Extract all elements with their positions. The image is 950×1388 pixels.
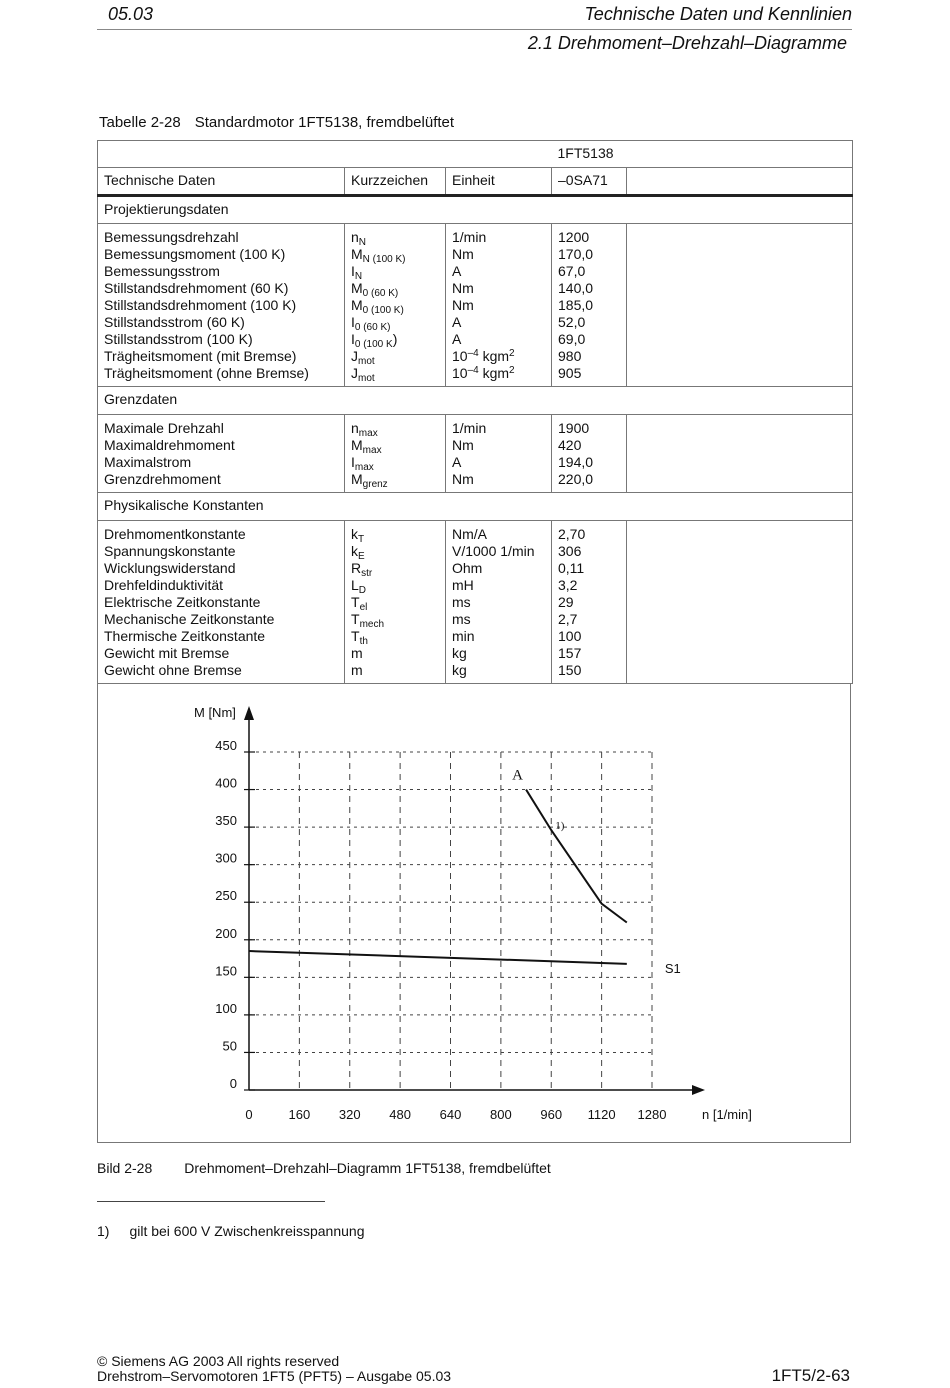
param-unit — [452, 314, 545, 331]
param-unit — [452, 263, 545, 280]
param-unit — [452, 526, 545, 543]
unit-base: kg — [452, 662, 467, 678]
symbol-base: k — [351, 526, 358, 542]
param-unit — [452, 420, 545, 437]
param-value: 69,0 — [558, 331, 586, 347]
symbol-subscript: 0 (60 K) — [354, 322, 391, 333]
symbol-subscript: el — [359, 602, 368, 613]
param-name: Elektrische Zeitkonstante — [104, 594, 261, 610]
symbol-base: L — [351, 577, 359, 593]
param-value: 980 — [558, 348, 582, 364]
param-value: 150 — [558, 662, 582, 678]
param-units — [446, 521, 552, 684]
param-unit — [452, 280, 545, 297]
unit-tail: kgm — [478, 365, 510, 381]
x-tick-label: 0 — [245, 1107, 253, 1122]
param-symbol — [351, 543, 439, 560]
param-name: Spannungskonstante — [104, 543, 236, 559]
param-name: Stillstandsstrom (100 K) — [104, 331, 253, 347]
header-section: 2.1 Drehmoment–Drehzahl–Diagramme — [527, 33, 847, 53]
param-symbol — [351, 560, 439, 577]
param-unit — [452, 365, 545, 382]
torque-speed-chart — [98, 684, 850, 1142]
symbol-base: n — [351, 420, 359, 436]
param-name: Drehmomentkonstante — [104, 526, 246, 542]
footnote-text: gilt bei 600 V Zwischenkreisspannung — [129, 1223, 365, 1239]
param-symbols — [345, 224, 446, 387]
footnote-rule — [97, 1201, 325, 1202]
param-symbol — [351, 280, 439, 297]
param-unit — [452, 471, 545, 488]
unit-base: Ohm — [452, 560, 483, 576]
unit-base: A — [452, 454, 462, 470]
symbol-subscript: max — [362, 445, 382, 456]
param-unit — [452, 246, 545, 263]
symbol-base: J — [351, 348, 358, 364]
param-unit — [452, 628, 545, 645]
symbol-base: T — [351, 594, 360, 610]
symbol-base: I — [351, 454, 355, 470]
symbol-subscript: N — [358, 237, 367, 248]
param-unit — [452, 229, 545, 246]
symbol-subscript: th — [359, 636, 368, 647]
y-tick-label: 150 — [215, 963, 237, 979]
y-axis-label: M [Nm] — [194, 705, 236, 720]
param-names — [98, 224, 345, 387]
footnote-marker: 1) — [555, 820, 565, 833]
param-unit — [452, 560, 545, 577]
motor-type-header: 1FT5138 — [557, 145, 614, 161]
symbol-base: n — [351, 229, 359, 245]
spec-table — [97, 140, 853, 684]
param-value: 140,0 — [558, 280, 594, 296]
param-unit — [452, 331, 545, 348]
symbol-tail: ) — [392, 331, 398, 347]
unit-exponent: 2 — [509, 365, 515, 376]
symbol-base: k — [351, 543, 358, 559]
param-symbol — [351, 645, 439, 662]
group-title: Projektierungsdaten — [98, 196, 853, 224]
symbol-base: M — [351, 280, 363, 296]
param-unit — [452, 577, 545, 594]
unit-base: kg — [452, 645, 467, 661]
unit-base: 10 — [452, 348, 468, 364]
x-tick-label: 960 — [540, 1107, 563, 1122]
unit-base: min — [452, 628, 475, 644]
unit-exponent: 2 — [509, 348, 515, 359]
param-value: 157 — [558, 645, 582, 661]
symbol-base: T — [351, 628, 360, 644]
unit-tail: kgm — [478, 348, 510, 364]
param-symbol — [351, 297, 439, 314]
param-name: Trägheitsmoment (ohne Bremse) — [104, 365, 309, 381]
param-value: 170,0 — [558, 246, 594, 262]
symbol-subscript: max — [358, 428, 378, 439]
param-symbol — [351, 594, 439, 611]
symbol-base: T — [351, 611, 360, 627]
param-symbol — [351, 454, 439, 471]
unit-base: A — [452, 314, 462, 330]
param-unit — [452, 611, 545, 628]
param-symbol — [351, 628, 439, 645]
symbol-base: m — [351, 662, 363, 678]
unit-base: Nm — [452, 297, 474, 313]
param-value: 1900 — [558, 420, 590, 436]
y-axis-arrow — [244, 706, 254, 720]
param-units — [446, 415, 552, 493]
y-tick-label: 350 — [215, 813, 237, 829]
y-tick-label: 400 — [215, 775, 237, 791]
figure-text: Drehmoment–Drehzahl–Diagramm 1FT5138, fremdbelüftet — [184, 1160, 551, 1176]
param-symbol — [351, 437, 439, 454]
param-unit — [452, 348, 545, 365]
group-title: Grenzdaten — [98, 387, 853, 415]
param-names — [98, 521, 345, 684]
param-symbol — [351, 577, 439, 594]
symbol-subscript: grenz — [362, 479, 388, 490]
param-name: Maximale Drehzahl — [104, 420, 224, 436]
figure-number: Bild 2-28 — [97, 1160, 153, 1176]
x-tick-label: 320 — [338, 1107, 361, 1122]
param-value: 0,11 — [558, 560, 585, 576]
footnote — [97, 1223, 364, 1239]
param-name: Gewicht ohne Bremse — [104, 662, 242, 678]
symbol-subscript: 0 (60 K) — [362, 288, 399, 299]
empty-column — [627, 521, 853, 684]
param-unit — [452, 297, 545, 314]
param-value: 1200 — [558, 229, 590, 245]
param-value: 3,2 — [558, 577, 578, 593]
unit-base: 1/min — [452, 420, 487, 436]
header-date: 05.03 — [108, 4, 154, 24]
table-caption — [99, 114, 454, 131]
figure-caption — [97, 1160, 551, 1176]
symbol-base: M — [351, 437, 363, 453]
param-units — [446, 224, 552, 387]
param-name: Stillstandsdrehmoment (60 K) — [104, 280, 289, 296]
param-unit — [452, 454, 545, 471]
param-unit — [452, 662, 545, 679]
footer-copyright: © Siemens AG 2003 All rights reserved — [97, 1353, 340, 1369]
param-name: Stillstandsstrom (60 K) — [104, 314, 245, 330]
y-tick-label: 250 — [215, 888, 237, 904]
unit-base: 1/min — [452, 229, 487, 245]
unit-base: Nm — [452, 280, 474, 296]
table-caption-text: Standardmotor 1FT5138, fremdbelüftet — [194, 114, 455, 131]
param-unit — [452, 594, 545, 611]
page-number: 1FT5/2-63 — [771, 1366, 850, 1385]
series-label-s1: S1 — [664, 960, 681, 976]
x-tick-label: 1280 — [637, 1107, 667, 1122]
symbol-base: J — [351, 365, 358, 381]
chart-frame — [97, 684, 851, 1143]
y-tick-label: 0 — [229, 1076, 237, 1091]
symbol-base: M — [351, 471, 363, 487]
param-unit — [452, 437, 545, 454]
param-value: 905 — [558, 365, 582, 381]
param-symbol — [351, 229, 439, 246]
param-name: Mechanische Zeitkonstante — [104, 611, 275, 627]
param-name: Grenzdrehmoment — [104, 471, 221, 487]
param-name: Trägheitsmoment (mit Bremse) — [104, 348, 297, 364]
symbol-subscript: E — [358, 551, 365, 562]
unit-base: V/1000 1/min — [452, 543, 535, 559]
symbol-subscript: 0 (100 K — [354, 339, 393, 350]
unit-base: ms — [452, 594, 471, 610]
symbol-base: I — [351, 331, 355, 347]
symbol-subscript: N (100 K) — [362, 254, 406, 265]
param-value: 2,70 — [558, 526, 586, 542]
symbol-subscript: mot — [358, 373, 375, 384]
param-unit — [452, 543, 545, 560]
unit-base: Nm — [452, 437, 474, 453]
unit-base: 10 — [452, 365, 468, 381]
y-tick-label: 50 — [222, 1038, 237, 1054]
unit-exponent: –4 — [467, 348, 479, 359]
param-value: 194,0 — [558, 454, 594, 470]
symbol-base: m — [351, 645, 363, 661]
param-symbols — [345, 415, 446, 493]
param-name: Bemessungsdrehzahl — [104, 229, 239, 245]
unit-base: A — [452, 331, 462, 347]
unit-base: ms — [452, 611, 471, 627]
col-header-variant: –0SA71 — [552, 168, 627, 196]
table-row-group — [98, 521, 853, 684]
symbol-base: I — [351, 314, 355, 330]
param-symbol — [351, 365, 439, 382]
symbol-subscript: N — [354, 271, 363, 282]
param-values — [552, 415, 627, 493]
param-name: Thermische Zeitkonstante — [104, 628, 266, 644]
footnote-mark: 1) — [97, 1223, 110, 1239]
symbol-base: R — [351, 560, 362, 576]
unit-base: Nm — [452, 246, 474, 262]
param-symbols — [345, 521, 446, 684]
param-names — [98, 415, 345, 493]
symbol-base: I — [351, 263, 355, 279]
series-line-s1 — [249, 951, 627, 964]
header-rule — [97, 29, 852, 30]
group-title: Physikalische Konstanten — [98, 493, 853, 521]
param-symbol — [351, 662, 439, 679]
empty-column — [627, 224, 853, 387]
param-value: 2,7 — [558, 611, 578, 627]
unit-base: Nm — [452, 471, 474, 487]
table-row-group — [98, 224, 853, 387]
symbol-subscript: str — [361, 568, 373, 579]
unit-exponent: –4 — [467, 365, 479, 376]
empty-column — [627, 415, 853, 493]
param-values — [552, 521, 627, 684]
param-value: 29 — [558, 594, 574, 610]
param-symbol — [351, 246, 439, 263]
param-value: 52,0 — [558, 314, 586, 330]
param-name: Gewicht mit Bremse — [104, 645, 230, 661]
symbol-base: M — [351, 246, 363, 262]
param-value: 67,0 — [558, 263, 586, 279]
y-tick-label: 300 — [215, 850, 237, 866]
param-name: Stillstandsdrehmoment (100 K) — [104, 297, 297, 313]
symbol-subscript: D — [358, 585, 367, 596]
series-line-a — [526, 790, 627, 923]
col-header-kurzzeichen: Kurzzeichen — [345, 168, 446, 196]
x-tick-label: 640 — [439, 1107, 462, 1122]
param-symbol — [351, 314, 439, 331]
param-symbol — [351, 611, 439, 628]
unit-base: A — [452, 263, 462, 279]
x-tick-label: 1120 — [587, 1107, 616, 1122]
y-tick-label: 100 — [215, 1000, 237, 1016]
symbol-subscript: mech — [359, 619, 385, 630]
y-tick-label: 200 — [215, 925, 237, 941]
param-name: Maximaldrehmoment — [104, 437, 235, 453]
x-axis-arrow — [692, 1085, 705, 1095]
col-header-einheit: Einheit — [446, 168, 552, 196]
series-label-a: A — [512, 767, 523, 784]
param-symbol — [351, 263, 439, 280]
symbol-subscript: T — [358, 534, 365, 545]
x-tick-label: 160 — [288, 1107, 311, 1122]
x-axis-label: n [1/min] — [702, 1107, 752, 1122]
header-chapter: Technische Daten und Kennlinien — [584, 4, 852, 24]
footer-document: Drehstrom–Servomotoren 1FT5 (PFT5) – Ausgabe 05.03 — [97, 1368, 452, 1384]
param-name: Bemessungsmoment (100 K) — [104, 246, 286, 262]
unit-base: mH — [452, 577, 474, 593]
y-tick-label: 450 — [215, 738, 237, 753]
unit-base: Nm/A — [452, 526, 487, 542]
symbol-subscript: mot — [358, 356, 375, 367]
param-name: Bemessungsstrom — [104, 263, 220, 279]
x-tick-label: 480 — [389, 1107, 411, 1122]
param-values — [552, 224, 627, 387]
param-symbol — [351, 526, 439, 543]
symbol-subscript: 0 (100 K) — [362, 305, 404, 316]
symbol-subscript: max — [354, 462, 374, 473]
table-caption-number: Tabelle 2-28 — [99, 114, 181, 131]
col-header-technische-daten: Technische Daten — [98, 168, 345, 196]
symbol-base: M — [351, 297, 363, 313]
x-tick-label: 800 — [490, 1107, 512, 1122]
param-symbol — [351, 348, 439, 365]
param-value: 185,0 — [558, 297, 594, 313]
param-symbol — [351, 420, 439, 437]
param-symbol — [351, 331, 439, 348]
param-value: 306 — [558, 543, 582, 559]
param-value: 420 — [558, 437, 582, 453]
param-name: Wicklungswiderstand — [104, 560, 236, 576]
param-unit — [452, 645, 545, 662]
param-value: 100 — [558, 628, 582, 644]
param-symbol — [351, 471, 439, 488]
param-name: Maximalstrom — [104, 454, 192, 470]
param-value: 220,0 — [558, 471, 594, 487]
param-name: Drehfeldinduktivität — [104, 577, 224, 593]
table-row-group — [98, 415, 853, 493]
